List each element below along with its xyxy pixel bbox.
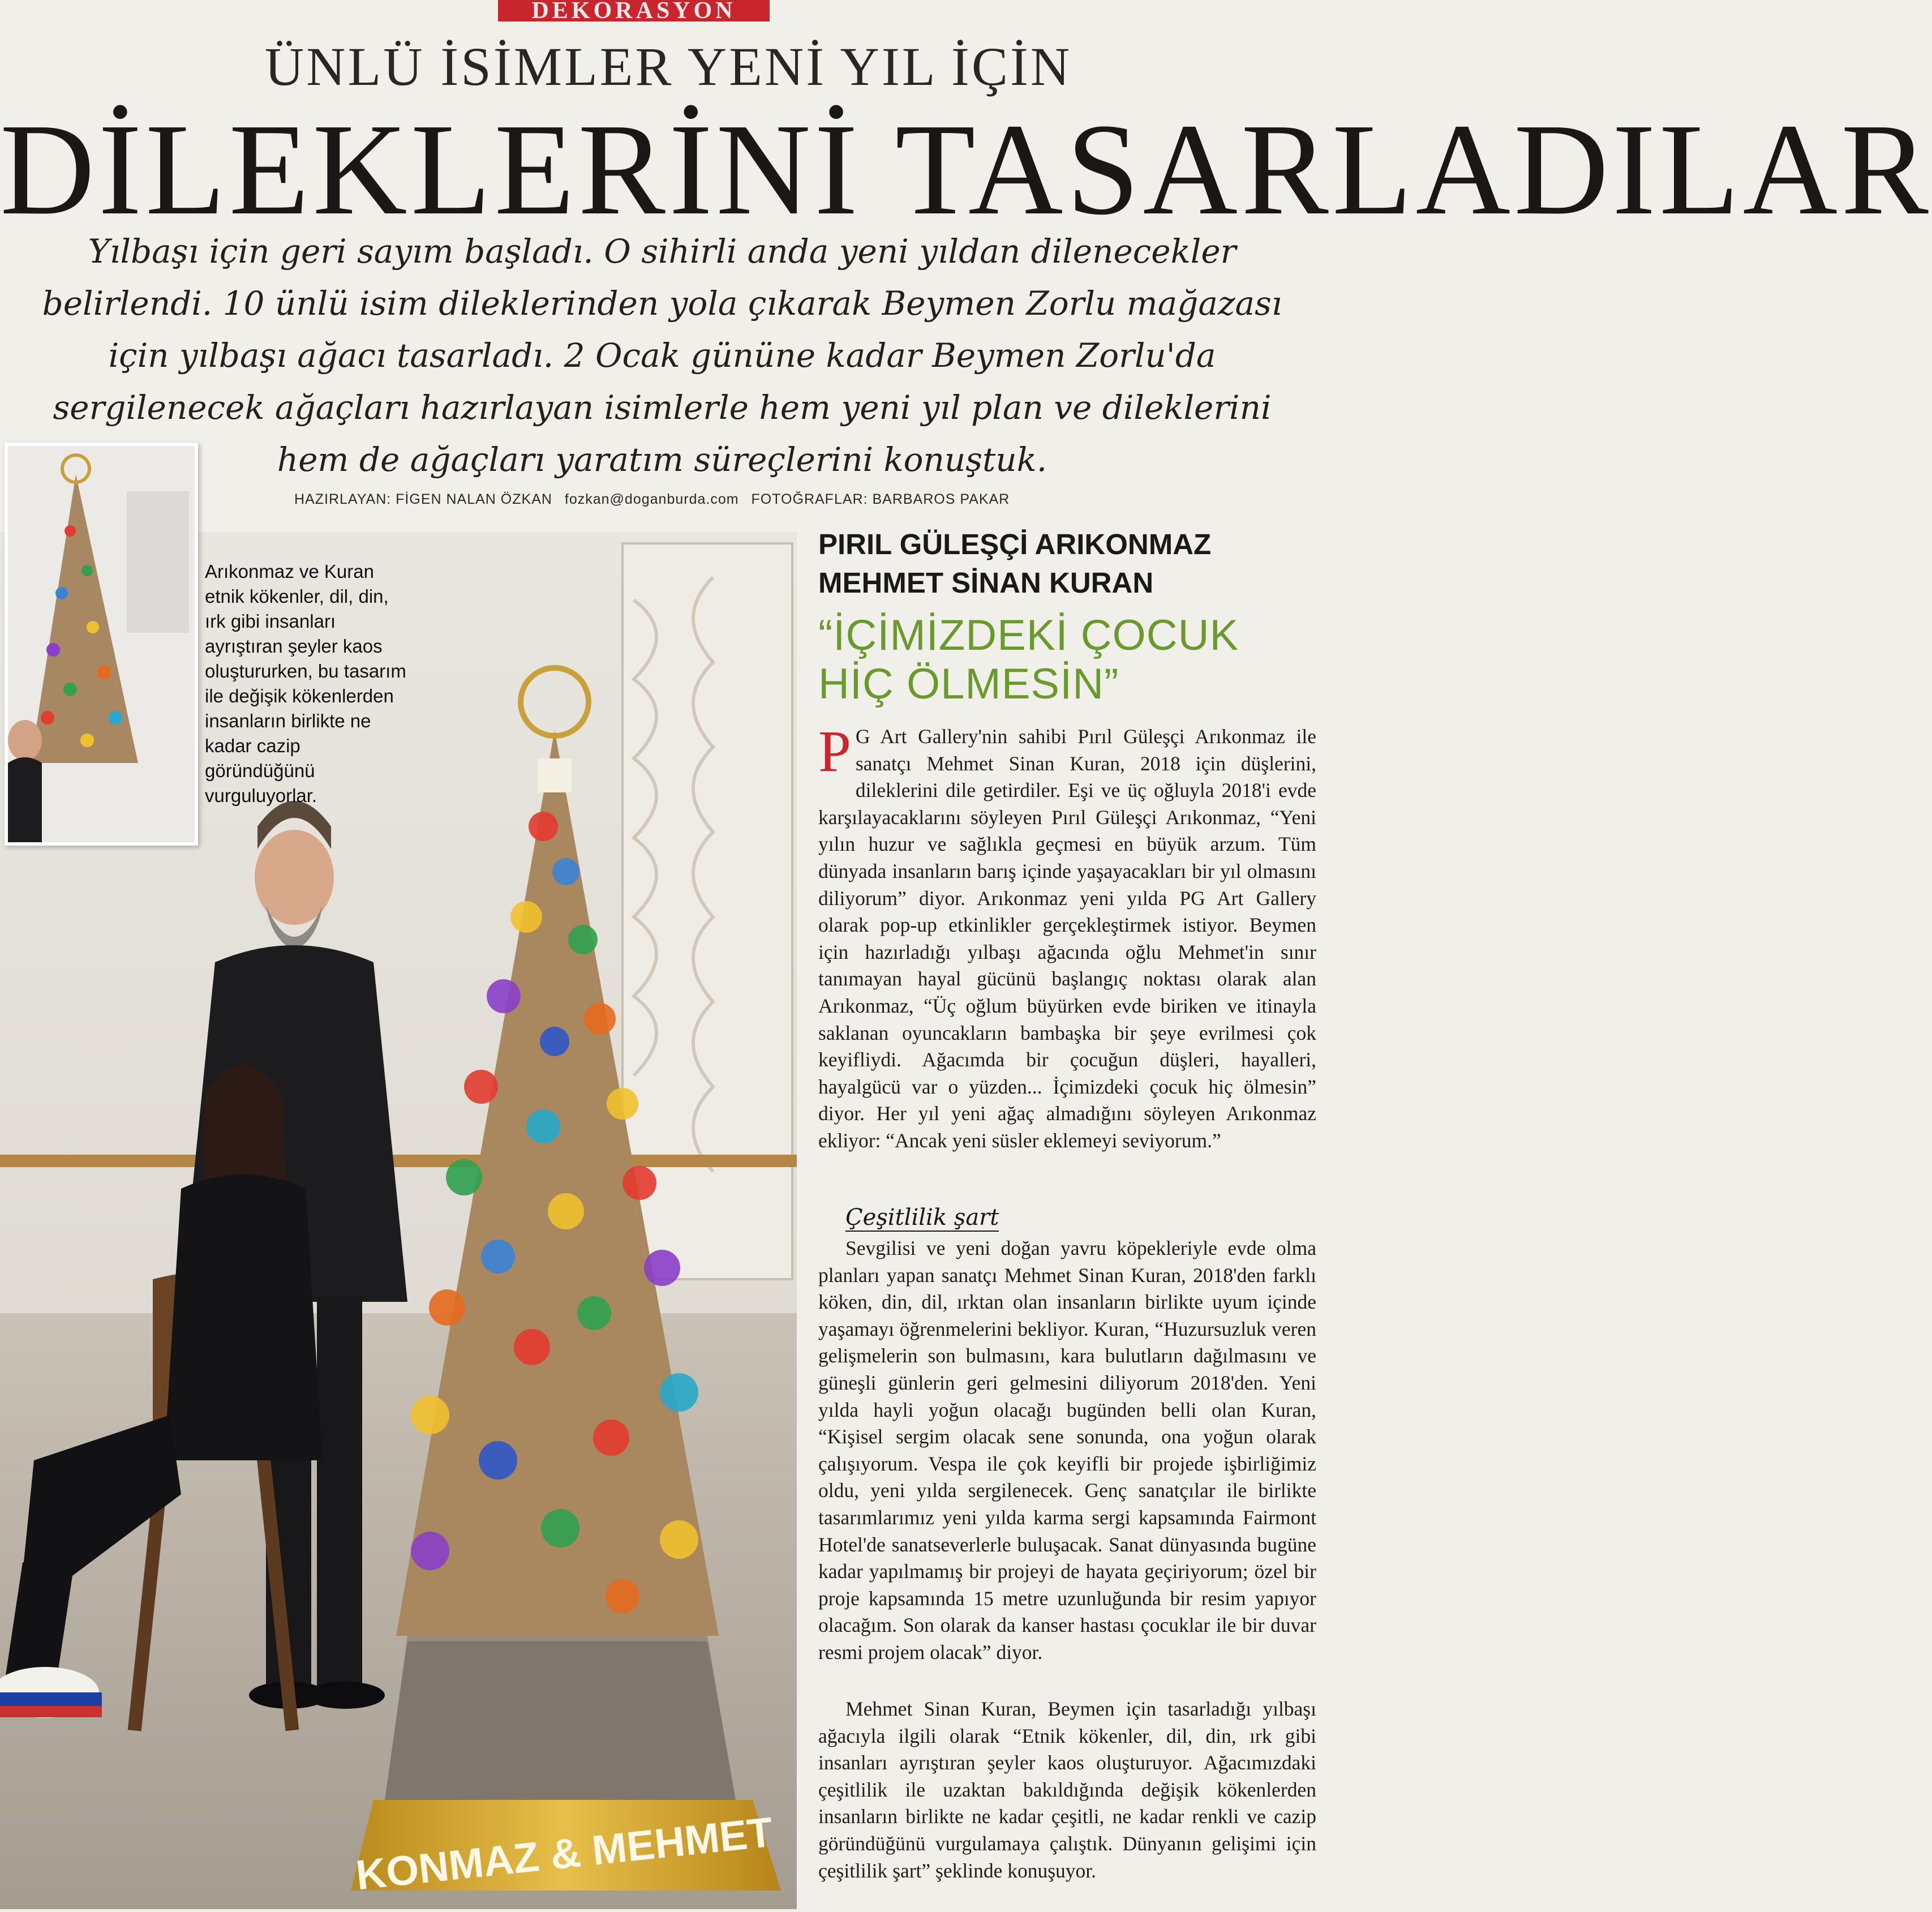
subhead: Çeşitlilik şart bbox=[845, 1204, 999, 1231]
credit-prepared-by: HAZIRLAYAN: FİGEN NALAN ÖZKAN bbox=[294, 491, 552, 507]
paragraph-3: Mehmet Sinan Kuran, Beymen için tasarladığı yılbaşı ağacıyla ilgili olarak “Etnik kökenler, dil, din, ırk gibi insanları ayrıştıran şeyler kaos oluşturuyor. Ağacımızdaki çeşitlilik ile uzaktan bakıldığında değişik kökenlerden insanların birlikte ne kadar çeşitli, ne kadar renkli ve cazip göründüğünü vurgulamaya çalıştık. Dünyanın gelişimi için çeşitlilik şart” şeklinde konuşuyor. bbox=[818, 1697, 1316, 1882]
inset-photo bbox=[5, 443, 198, 846]
tree-base-text: KONMAZ & MEHMET bbox=[354, 1808, 775, 1899]
kicker: ÜNLÜ İSİMLER YENİ YIL İÇİN bbox=[264, 36, 1072, 97]
section-tag: DEKORASYON bbox=[498, 0, 770, 22]
credits bbox=[294, 491, 1087, 508]
name-1: PIRIL GÜLEŞÇİ ARIKONMAZ bbox=[818, 528, 1212, 560]
lede: Yılbaşı için geri sayım başladı. O sihirli anda yeni yıldan dilenecekler belirlendi. 10 ünlü isim dileklerinden yola çıkarak Beymen Zorlu mağazası için yılbaşı ağacı tasarladı. 2 Ocak gününe kadar Beymen Zorlu'da sergilenecek ağaçları hazırlayan isimlerle hem yeni yıl plan ve dileklerini hem de ağaçları yaratım süreçlerini konuştuk. bbox=[42, 232, 1282, 479]
paragraph-1: PG Art Gallery'nin sahibi Pırıl Güleşçi Arıkonmaz ile sanatçı Mehmet Sinan Kuran, 2018 için düşlerini, dileklerini dile getirdiler. Eşi ve üç oğluyla 2018'i evde karşılayacaklarını söyleyen Pırıl Güleşçi Arıkonmaz, “Yeni yılın huzur ve sağlıkla geçmesi en büyük arzum. Tüm dünyada insanların barış içinde yaşayacakları bir yıl olmasını diliyorum” diyor. Arıkonmaz yeni yılda PG Art Gallery olarak pop-up etkinlikler gerçekleştirmek istiyor. Beymen için hazırladığı yılbaşı ağacında oğlu Mehmet'in sınır tanımayan hayal gücünü başlangıç noktası olarak alan Arıkonmaz, “Üç oğlum büyürken evde biriken ve itinayla saklanan oyuncakların bambaşka bir şeye evrilmesi çok keyifliydi. Ağacımda bir çocuğun düşleri, hayalleri, hayalgücü var o yüzden... İçimizdeki çocuk hiç ölmesin” diyor. Her yıl yeni ağaç almadığını söyleyen Arıkonmaz ekliyor: “Ancak yeni süsler eklemeyi seviyorum.” bbox=[818, 719, 1316, 1152]
pull-quote: “İÇİMİZDEKİ ÇOCUK HİÇ ÖLMESİN” bbox=[818, 611, 1239, 708]
name-2: MEHMET SİNAN KURAN bbox=[818, 567, 1154, 599]
credit-email[interactable]: fozkan@doganburda.com bbox=[564, 491, 739, 507]
featured-names bbox=[818, 525, 1316, 602]
credit-photos: FOTOĞRAFLAR: BARBAROS PAKAR bbox=[751, 491, 1010, 507]
paragraph-2: Sevgilisi ve yeni doğan yavru köpekleriyle evde olma planları yapan sanatçı Mehmet Sinan Kuran, 2018'den farklı köken, din, dil, ırktan olan insanların birlikte uyum içinde yaşamayı öğrenmelerini bekliyor. Kuran, “Huzursuzluk veren gelişmelerin son bulmasını, kara bulutların dağılmasını ve güneşli günlerin geri gelmesini diliyorum 2018'den. Yeni yılda hayli yoğun olacağı bugünden belli olan Kuran, “Kişisel sergim olacak sene sonunda, ona yoğun olarak çalışıyorum. Vespa ile çok keyifli bir projede işbirliğimiz oldu, yeni yılda sergilenecek. Genç sanatçılar ile birlikte tasarımlarımız yeni yılda karma sergi kapsamında Fairmont Hotel'de sanatseverlerle buluşacak. Sanat dünyasında bugüne kadar yapılmamış bir projeyi de hayata geçiriyorum; özel bir proje kapsamında 15 metre uzunluğunda bir resim yapıyor olacağım. Son olarak da kanser hastası çocuklar ile bir duvar resmi projem olacak” diyor. bbox=[818, 1237, 1316, 1664]
photo-caption: Arıkonmaz ve Kuran etnik kökenler, dil, din, ırk gibi insanları ayrıştıran şeyler kaos oluştururken, bu tasarım ile değişik kökenlerden insanların birlikte ne kadar cazip göründüğünü vurguluyorlar. bbox=[205, 561, 406, 806]
headline: DİLEKLERİNİ TASARLADILAR bbox=[0, 97, 1932, 242]
